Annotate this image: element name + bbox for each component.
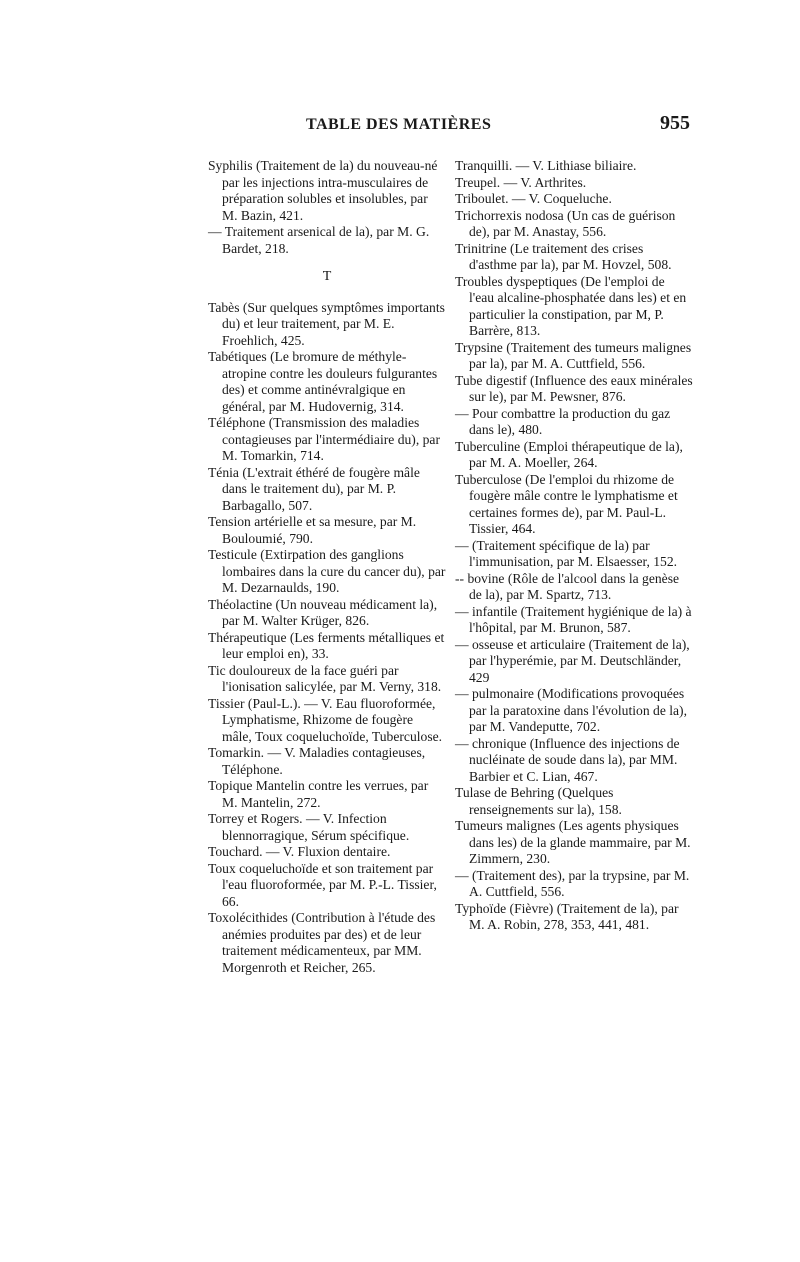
page-header — [210, 112, 690, 142]
index-entry: Touchard. — V. Fluxion dentaire. — [208, 844, 391, 859]
index-entry: Typhoïde (Fièvre) (Traitement de la), par M. A. Robin, 278, 353, 441, 481. — [455, 900, 679, 932]
index-entry: Trinitrine (Le traitement des crises d'asthme par la), par M. Hovzel, 508. — [455, 240, 672, 272]
index-entry: Tissier (Paul-L.). — V. Eau fluoroformée, Lymphatisme, Rhizome de fougère mâle, Toux coqueluchoïde, Tuberculose. — [208, 695, 443, 744]
index-entry: Tuberculine (Emploi thérapeutique de la), par M. A. Moeller, 264. — [455, 438, 683, 470]
left-column — [208, 158, 446, 976]
index-entry: — (Traitement spécifique de la) par l'immunisation, par M. Elsaesser, 152. — [455, 537, 678, 569]
index-entry: — chronique (Influence des injections de nucléinate de soude dans la), par MM. Barbier et C. Lian, 467. — [455, 735, 680, 784]
index-entry: Trichorrexis nodosa (Un cas de guérison de), par M. Anastay, 556. — [455, 207, 676, 239]
index-entry: Tube digestif (Influence des eaux minérales sur le), par M. Pewsner, 876. — [455, 372, 693, 404]
index-entry: Toux coqueluchoïde et son traitement par l'eau fluoroformée, par M. P.-L. Tissier, 66. — [208, 860, 437, 909]
index-entry: Syphilis (Traitement de la) du nouveau-né par les injections intra-musculaires de préparation solubles et insolubles, par M. Bazin, 421. — [208, 158, 438, 223]
index-entry: Testicule (Extirpation des ganglions lombaires dans la cure du cancer du), par M. Dezarnaulds, 190. — [208, 547, 446, 595]
index-entry: Tranquilli. — V. Lithiase biliaire. — [455, 158, 637, 173]
index-entry: Trypsine (Traitement des tumeurs malignes par la), par M. A. Cuttfield, 556. — [455, 339, 692, 371]
index-entry: — pulmonaire (Modifications provoquées par la paratoxine dans l'évolution de la), par M. Vandeputte, 702. — [455, 686, 687, 734]
index-entry: Treupel. — V. Arthrites. — [455, 174, 587, 190]
index-entry: Tumeurs malignes (Les agents physiques dans les) de la glande mammaire, par M. Zimmern, 230. — [455, 818, 691, 866]
index-entry: Tic douloureux de la face guéri par l'ionisation salicylée, par M. Verny, 318. — [208, 662, 442, 694]
index-entry: -- bovine (Rôle de l'alcool dans la genèse de la), par M. Spartz, 713. — [455, 570, 680, 602]
section-letter: T — [322, 269, 332, 284]
index-entry: — Pour combattre la production du gaz dans le), 480. — [455, 405, 671, 437]
index-entry: Torrey et Rogers. — V. Infection blennorragique, Sérum spécifique. — [208, 811, 410, 843]
index-entry: Topique Mantelin contre les verrues, par M. Mantelin, 272. — [208, 778, 429, 810]
index-entry: — (Traitement des), par la trypsine, par M. A. Cuttfield, 556. — [455, 867, 690, 899]
index-entry: Tabès (Sur quelques symptômes importants du) et leur traitement, par M. E. Froehlich, 425. — [208, 299, 445, 348]
index-entry: Thérapeutique (Les ferments métalliques et leur emploi en), 33. — [208, 629, 445, 661]
index-entry: Troubles dyspeptiques (De l'emploi de l'eau alcaline-phosphatée dans les) et en particulier la constipation, par M, P. Barrère, 813. — [455, 273, 687, 338]
index-entry: Téléphone (Transmission des maladies contagieuses par l'intermédiaire du), par M. Tomarkin, 714. — [208, 415, 440, 463]
index-entry: — osseuse et articulaire (Traitement de la), par l'hyperémie, par M. Deutschländer, 429 — [455, 636, 690, 685]
index-entry: Tulase de Behring (Quelques renseignements sur la), 158. — [455, 785, 622, 817]
index-entry: Tension artérielle et sa mesure, par M. Bouloumié, 790. — [208, 514, 417, 546]
page-number: 955 — [660, 112, 690, 134]
index-entry: Tabétiques (Le bromure de méthyle-atropine contre les douleurs fulgurantes des) et comme antinévralgique en général, par M. Hudovernig, 314. — [208, 349, 438, 414]
index-entry: Tuberculose (De l'emploi du rhizome de fougère mâle contre le lymphatisme et certaines formes de), par M. Paul-L. Tissier, 464. — [455, 471, 678, 536]
index-entry: Tomarkin. — V. Maladies contagieuses, Téléphone. — [208, 745, 426, 777]
index-entry: Théolactine (Un nouveau médicament la), par M. Walter Krüger, 826. — [208, 596, 438, 628]
index-entry: Triboulet. — V. Coqueluche. — [455, 191, 612, 206]
right-column — [455, 158, 693, 934]
index-entry: — infantile (Traitement hygiénique de la) à l'hôpital, par M. Brunon, 587. — [455, 603, 692, 635]
index-entry: Ténia (L'extrait éthéré de fougère mâle dans le traitement du), par M. P. Barbagallo, 507. — [208, 464, 420, 513]
index-entry: — Traitement arsenical de la), par M. G. Bardet, 218. — [208, 224, 430, 256]
index-entry: Toxolécithides (Contribution à l'étude des anémies produites par des) et de leur traitement médicamenteux, par MM. Morgenroth et Reicher, 265. — [208, 910, 436, 975]
running-title: TABLE DES MATIÈRES — [306, 116, 492, 133]
